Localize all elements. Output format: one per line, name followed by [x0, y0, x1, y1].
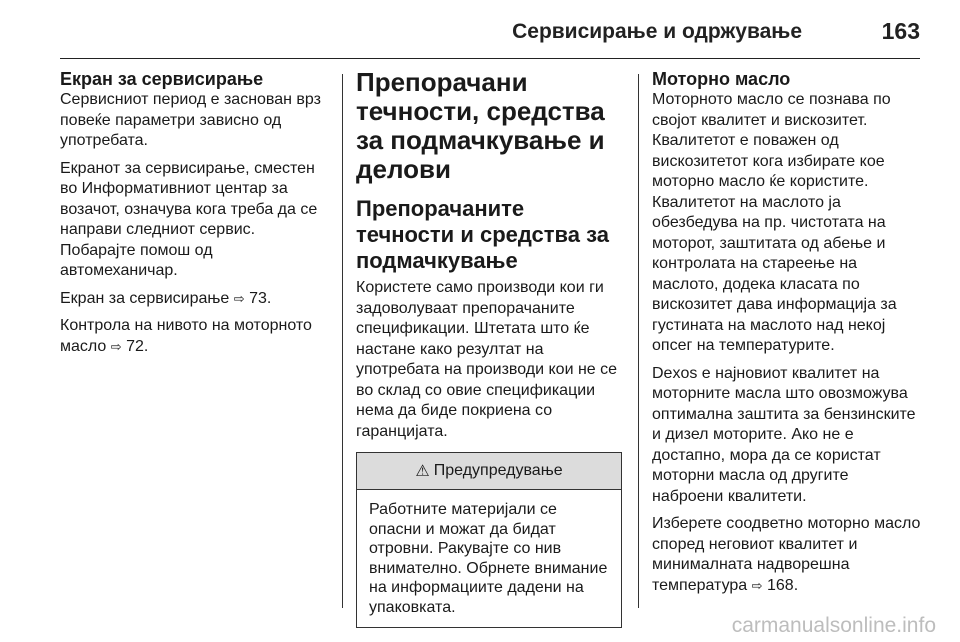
page-link[interactable]: 73. [249, 289, 272, 307]
dexos-paragraph: Dexos е најновиот квалитет на моторните масла што овозможува оптимална заштита за бензинските и дизел моторите. Ако не е достапно, мора да се користат моторни масла од другите наброени квалитети. [652, 364, 916, 505]
fluids-paragraph: Користете само производи кои ги задоволуваат препорачаните спецификации. Штетата што ќе настане како резултат на употребата на производи кои не се во склад со овие спецификации нема да биде покриена со гаранцијата. [356, 279, 618, 440]
section-subtitle: Препорачаните течности и средства за подмачкување [356, 196, 610, 273]
service-interval-paragraph: Сервисниот период е заснован врз повеќе параметри зависно од употребата. [60, 91, 321, 149]
oil-level-reference: Контрола на нивото на моторното масло ⇨ 72. [60, 317, 312, 355]
warning-box [356, 452, 622, 628]
column-divider [638, 74, 639, 608]
page-number: 163 [881, 18, 920, 44]
section-title: Сервисирање и одржување [512, 20, 802, 43]
page-header [60, 12, 920, 59]
warning-label: Предупредување [433, 462, 563, 479]
cross-reference-arrow-icon: ⇨ [233, 290, 245, 306]
oil-selection-reference: Изберете соодветно моторно масло според неговиот квалитет и минималната надворешна температура ⇨ 168. [652, 515, 921, 594]
column-divider [342, 74, 343, 608]
cross-reference-arrow-icon: ⇨ [110, 338, 122, 354]
service-display-paragraph: Екранот за сервисирање, сместен во Информативниот центар за возачот, означува кога треба да се направи следниот сервис. Побарајте помош од автомеханичар. [60, 159, 318, 279]
cross-reference-arrow-icon: ⇨ [751, 577, 763, 593]
column-engine-oil [652, 68, 924, 603]
warning-triangle-icon: ⚠ [415, 463, 430, 480]
watermark: carmanualsonline.info [731, 614, 936, 637]
column-recommended-fluids [356, 68, 624, 628]
warning-header [357, 453, 621, 490]
oil-quality-paragraph: Моторното масло се познава по својот квалитет и вискозитет. Квалитетот е поважен од вискозитетот кога избирате кое моторно масло ќе користите. Квалитетот на маслото ја обезбедува на пр. чистотата на моторот, заштитата од абење и контролата на стареење на маслото, додека класата по вискозитет дава информација за густината на маслото над некој опсег на температурите. [652, 91, 897, 354]
chapter-title: Препорачани течности, средства за подмачкување и делови [356, 67, 605, 184]
page-link[interactable]: 72. [126, 337, 149, 355]
service-display-reference: Екран за сервисирање ⇨ 73. [60, 289, 272, 307]
column-service-display [60, 68, 328, 364]
engine-oil-heading: Моторно масло [652, 69, 791, 89]
warning-text: Работните материјали се опасни и можат да бидат отровни. Ракувајте со нив внимателно. Обрнете внимание на информациите дадени на упаковката. [369, 501, 608, 616]
service-display-heading: Екран за сервисирање [60, 69, 264, 89]
page-link[interactable]: 168. [767, 576, 799, 594]
